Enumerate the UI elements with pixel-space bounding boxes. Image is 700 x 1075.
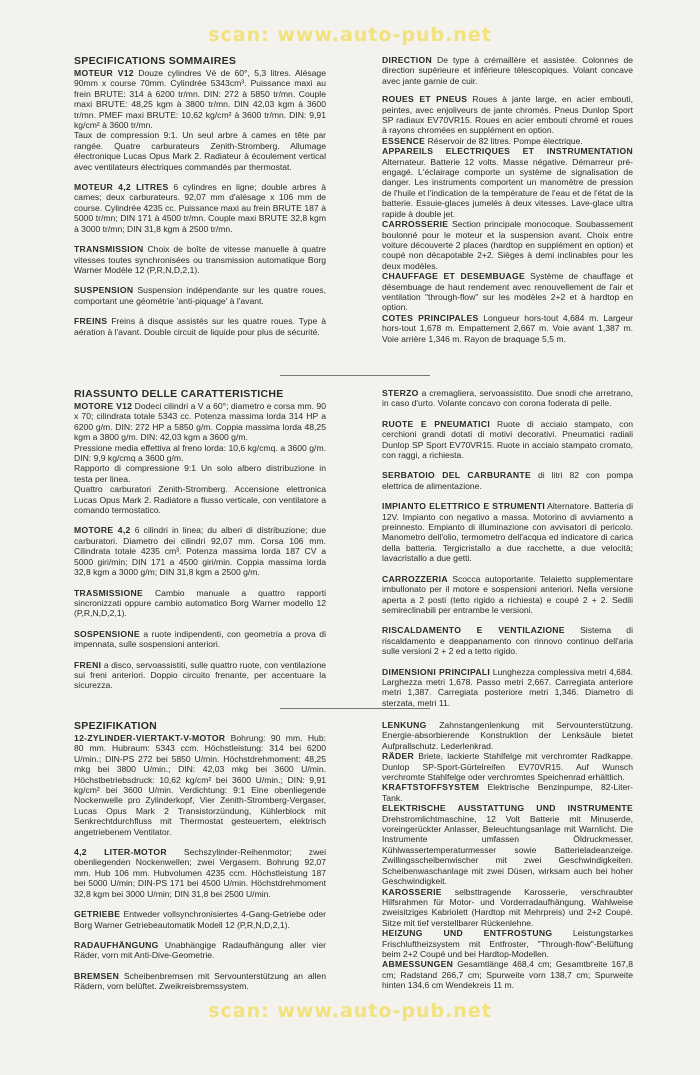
- it-spec-item: FRENI a disco, servoassistiti, sulle quattro ruote, con ventilazione sui freni anteriori. Doppio circuito frenante, per accentuare la sicurezza.: [74, 659, 327, 691]
- fr-spec-item: MOTEUR V12 Douze cylindres Vé de 60°, 5,3 litres. Alésage 90mm x course 70mm. Cylindrée 5343cm³. Puissance maxi au frein BRUTE: 314 à 6200 tr/mn. DIN: 272 à 5850 tr/mn. Couple maxi BRUTE: 48,25 kgm à 3800 tr/mn. DIN 42,03 kgm à 3600 tr/mn. PMEF maxi BRUTE: 10,62 kg/cm² à 3600 tr/mn. DIN: 9,91 kg/cm² à 3600 tr/mn.: [74, 68, 326, 131]
- fr-spec-item: SUSPENSION Suspension indépendante sur les quatre roues, comportant une géométrie 'anti-piquage' à l'avant.: [74, 285, 326, 306]
- fr-right-column: [382, 55, 633, 344]
- de-spec-item: ELEKTRISCHE AUSSTATTUNG UND INSTRUMENTE Drehstromlichtmaschine, 12 Volt Batterie mit Minuserde, voreingerückter Anlasser, Beleuchtungsanlage mit Warnlicht. Die Instrumente umfassen Öldruckmesser, Kühlwassertemperaturmesser sowie Batterieladeanzeige. Zwillingsscheibenwischer mit zwei Geschwindigkeiten. Scheibenwaschanlage mit zwei Düsen, wirksam auch bei hoher Geschwindigkeit.: [382, 803, 633, 887]
- de-spec-item: GETRIEBE Entweder vollsynchronisiertes 4-Gang-Getriebe oder Borg Warner Getriebeautomatik Modell 12 (P,R,N,D,2,1).: [74, 909, 326, 930]
- it-spec-item: Pressione media effettiva al freno lorda: 10,6 kg/cmq. a 3600 g/m. DIN: 9,9 kg/cmq a 3600 g/m.: [74, 442, 326, 464]
- it-spec-item: SOSPENSIONE a ruote indipendenti, con geometria a prova di impennata, sulle sospensioni anteriori.: [74, 628, 326, 650]
- fr-spec-item: FREINS Freins à disque assistés sur les quatre roues. Type à aération à l'avant. Double circuit de liquide pour plus de sécurité.: [74, 316, 326, 337]
- fr-spec-item: CARROSSERIE Section principale monocoque. Soubassement boulonné pour le moteur et la suspension avant. Choix entre voiture découverte 2 places (hardtop en supplément en option) et coupé non décapotable 2+2. Sièges à demi inclinables pour les deux modèles.: [382, 219, 633, 271]
- it-left-column: [74, 388, 326, 701]
- it-spec-item: SERBATOIO DEL CARBURANTE di litri 82 con pompa elettrica de alimentazione.: [382, 470, 634, 491]
- fr-spec-item: TRANSMISSION Choix de boîte de vitesse manuelle à quatre vitesses toutes synchronisées ou transmission automatique Borg Warner Modèle 12 (P,R,N,D,2,1).: [74, 244, 327, 275]
- fr-spec-item: MOTEUR 4,2 LITRES 6 cylindres en ligne; double arbres à cames; deux carburateurs. 92,07 mm d'alésage x 106 mm de course. Cylindrée 4235 cc. Puissance maxi au frein BRUTE 187 à 5000 tr/mn; DIN 171 à 4500 tr/mn. Couple maxi BRUTE 32,8 kgm à 3000 tr/mn; DIN 31,8 kgm à 2500 tr/mn.: [74, 182, 327, 234]
- fr-spec-item: ESSENCE Réservoir de 82 litres. Pompe électrique.: [382, 135, 583, 146]
- it-spec-item: IMPIANTO ELETTRICO E STRUMENTI Alternatore. Batteria di 12V. Impianto con negativo a massa. Motorino di avviamento a preinnesto. Empianto di illuminazione con avvisatori di pericolo. Manometro dell'olio, termometro dell'acqua ed indicatore di carica della batteria. Tergicristallo a due racchette, a due velocità; lavacristallo a due getti.: [382, 501, 633, 564]
- it-spec-item: TRASMISSIONE Cambio manuale a quattro rapporti sincronizzati oppure cambio automatico Borg Warner modello 12 (P,R,N,D,2,1).: [74, 587, 326, 619]
- de-spec-item: ABMESSUNGEN Gesamtlänge 468,4 cm; Gesamtbreite 167,8 cm; Radstand 266,7 cm; Spurweite vorn 138,7 cm; Spurweite hinten 134,6 cm Wendekreis 11 m.: [382, 959, 634, 991]
- de-spec-item: KRAFTSTOFFSYSTEM Elektrische Benzinpumpe, 82-Liter-Tank.: [382, 782, 634, 803]
- it-spec-item: Quattro carburatori Zenith-Stromberg. Accensione elettronica Lucas Opus Mark 2. Radiatore a flusso verticale, con ventilatore a comando termostatico.: [74, 484, 326, 516]
- de-section-title: SPEZIFIKATION: [74, 720, 158, 732]
- it-right-column: [382, 388, 633, 718]
- watermark-top: scan: www.auto-pub.net: [208, 24, 492, 46]
- it-spec-item: Rapporto di compressione 9:1 Un solo albero distribuzione in testa per linea.: [74, 463, 326, 484]
- it-spec-item: STERZO a cremagliera, servoassistito. Due snodi che arretrano, in caso d'urto. Volante concavo con corona foderata di pelle.: [382, 388, 633, 409]
- de-spec-item: HEIZUNG UND ENTFROSTUNG Leistungstarkes Frischluftheizsystem mit Entfroster, "Through-flow"-Belüftung beim 2+2 Coupé und bei Hardtop-Modellen.: [382, 928, 634, 959]
- de-spec-item: RÄDER Briete, lackierte Stahlfelge mit verchromter Radkappe. Dunlop SP-Sport-Gürtelreifen EV70VR15. Auf Wunsch verchromte Stahlfelge oder verchromtes Speichenrad erhältlich.: [382, 751, 633, 783]
- fr-spec-item: ROUES ET PNEUS Roues à jante large, en acier embouti, peintes, avec enjoliveurs de jante chromés. Pneus Dunlop Sport SP radiaux EV70VR15. Roues en acier embouti chromé et roues à rayons chromées en supplément en option.: [382, 94, 633, 136]
- fr-spec-item: Taux de compression 9:1. Un seul arbre à cames en tête par rangée. Quatre carburateurs Zenith-Stromberg. Allumage électronique Lucas Opus Mark 2. Radiateur à écoulement vertical avec ventilateurs électriques commandés par thermostat.: [74, 130, 326, 172]
- fr-spec-item: APPAREILS ELECTRIQUES ET INSTRUMENTATION Alternateur. Batterie 12 volts. Masse négative. Démarreur pré-engagé. L'éclairage comporte un système de signalisation de danger. Les instruments comportent un manomètre de pression de l'huile et l'indication de la température de l'eau et de l'état de la batterie. Essuie-glaces jumelés à deux vitesses. Lave-glace ultra rapide à double jet.: [382, 146, 633, 219]
- de-spec-item: KAROSSERIE selbsttragende Karosserie, verschraubter Hilfsrahmen für Motor- und Vorderradaufhängung. Wahlweise zweisitziges Kabriolett (Hardtop mit Mehrpreis) und 2+2 Coupé. Sitze mit tief verstellbarer Rückenlehne.: [382, 886, 634, 928]
- de-spec-item: RADAUFHÄNGUNG Unabhängige Radaufhängung aller vier Räder, vorn mit Anti-Dive-Geometrie.: [74, 939, 326, 961]
- it-spec-item: CARROZZERIA Scocca autoportante. Telaietto supplementare imbullonato per il motore e sospensioni anteriori. Nella versione aperta a 2 posti (tetto rigido a richiesta) e coupé 2 + 2. Sedili semireclinabili per entrambe le versioni.: [382, 573, 633, 615]
- fr-left-column: [74, 55, 326, 347]
- de-spec-item: BREMSEN Scheibenbremsen mit Servounterstützung an allen Rädern, vorn belüftet. Zweikreisbremssystem.: [74, 970, 326, 992]
- fr-section-title: SPECIFICATIONS SOMMAIRES: [74, 55, 237, 67]
- de-right-column: [382, 720, 633, 991]
- de-spec-item: LENKUNG Zahnstangenlenkung mit Servounterstützung. Energie-absorbierende Konstruktion der Lenksäule bietet Aufprallschutz. Lederlenkrad.: [382, 720, 633, 751]
- fr-spec-item: CHAUFFAGE ET DESEMBUAGE Système de chauffage et désembuage de haut rendement avec renouvellement de l'air et ventilation "through-flow" sur les modèles 2+2 et à hardtop en option.: [382, 271, 633, 313]
- de-spec-item: 12-ZYLINDER-VIERTAKT-V-MOTOR Bohrung: 90 mm. Hub: 80 mm. Hubraum: 5343 ccm. Höchstleistung: 314 bei 6200 U/min.; DIN-PS 272 bei 5850 U/min. Höchstdrehmoment: 48,25 mkg bei 3800 U/min.; DIN: 42,03 mkg bei 3600 U/min. Höchstbetriebsdruck: 10,62 kg/cm² bei 3600 U/min.; DIN: 9,91 kg/cm² bei 3600 U/min. Verdichtung: 9:1 Eine obenliegende Nockenwelle pro Zylinderkopf, Vier Zenith-Stromberg-Vergaser, Lucas Opus Mark 2 Transistorzündung, Kühlerblock mit Senkrechtdurchfluss mit Thermostat gesteuertem, elektrisch angetriebenem Ventilator.: [74, 733, 326, 837]
- it-section-title: RIASSUNTO DELLE CARATTERISTICHE: [74, 388, 284, 400]
- it-spec-item: RUOTE E PNEUMATICI Ruote di acciaio stampato, con cerchioni grandi dotati di motivi decorativi. Pneumatici radiali Dunlop SP Sport EV70VR15. Ruote in acciaio stampato cromato, con raggi, a richiesta.: [382, 418, 633, 461]
- de-spec-item: 4,2 LITER-MOTOR Sechszylinder-Reihenmotor; zwei obenliegenden Nockenwellen; zwei Vergasern. Bohrung 92,07 mm. Hub 106 mm. Hubvolumen 4235 ccm. Höchstleistung 187 bei 5000 U/min; DIN-PS 171 bei 4500 U/min. Höchstdrehmoment 32,8 kgm bei 3000 U/min; DIN 31,8 bei 2500 U/min.: [74, 847, 326, 899]
- section-divider: [280, 375, 430, 376]
- it-spec-item: MOTORE V12 Dodeci cilindri a V a 60°; diametro e corsa mm. 90 x 70; cilindrata totale 5343 cc. Potenza massima lorda 314 HP a 6200 g/m. DIN: 272 HP a 5850 g/m. Coppia massima lorda 48,25 kgm a 3800 g/m. DIN: 42,03 kgm a 3600 g/m.: [74, 401, 326, 443]
- watermark-bottom: scan: www.auto-pub.net: [208, 1000, 492, 1022]
- it-spec-item: RISCALDAMENTO E VENTILAZIONE Sistema di riscaldamento e deappanamento con rinnovo continuo dell'aria sulle versioni 2 + 2 ed a tetto rigido.: [382, 625, 633, 657]
- fr-spec-item: DIRECTION De type à crémaillère et assistée. Colonnes de direction supérieure et inférieure télescopiques. Volant concave avec jante garnie de cuir.: [382, 55, 633, 86]
- it-spec-item: MOTORE 4,2 6 cilindri in linea; du alberi di distribuzione; due carburatori. Diametro dei cilindri 92,07 mm. Corsa 106 mm. Cilindrata totale 4235 cm³. Potenza massima lorda 187 CV a 5000 giri/min; DIN 171 a 4500 giri/min. Coppia massima lorda 32,8 kgm a 3000 g/m; DIN 31,8 kgm a 2500 g/m.: [74, 525, 326, 578]
- section-divider: [280, 708, 430, 709]
- fr-spec-item: COTES PRINCIPALES Longueur hors-tout 4,684 m. Largeur hors-tout 1,678 m. Empattement 2,667 m. Voie avant 1,387 m. Voie arrière 1,346 m. Rayon de braquage 5,5 m.: [382, 312, 634, 344]
- de-left-column: [74, 720, 326, 1002]
- it-spec-item: DIMENSIONI PRINCIPALI Lunghezza complessiva metri 4,684. Larghezza metri 1,678. Passo metri 2,667. Carregiata anteriore metri 1,387. Carregiata posteriore metri 1,346. Diametro di sterzata, metri 11.: [382, 666, 633, 708]
